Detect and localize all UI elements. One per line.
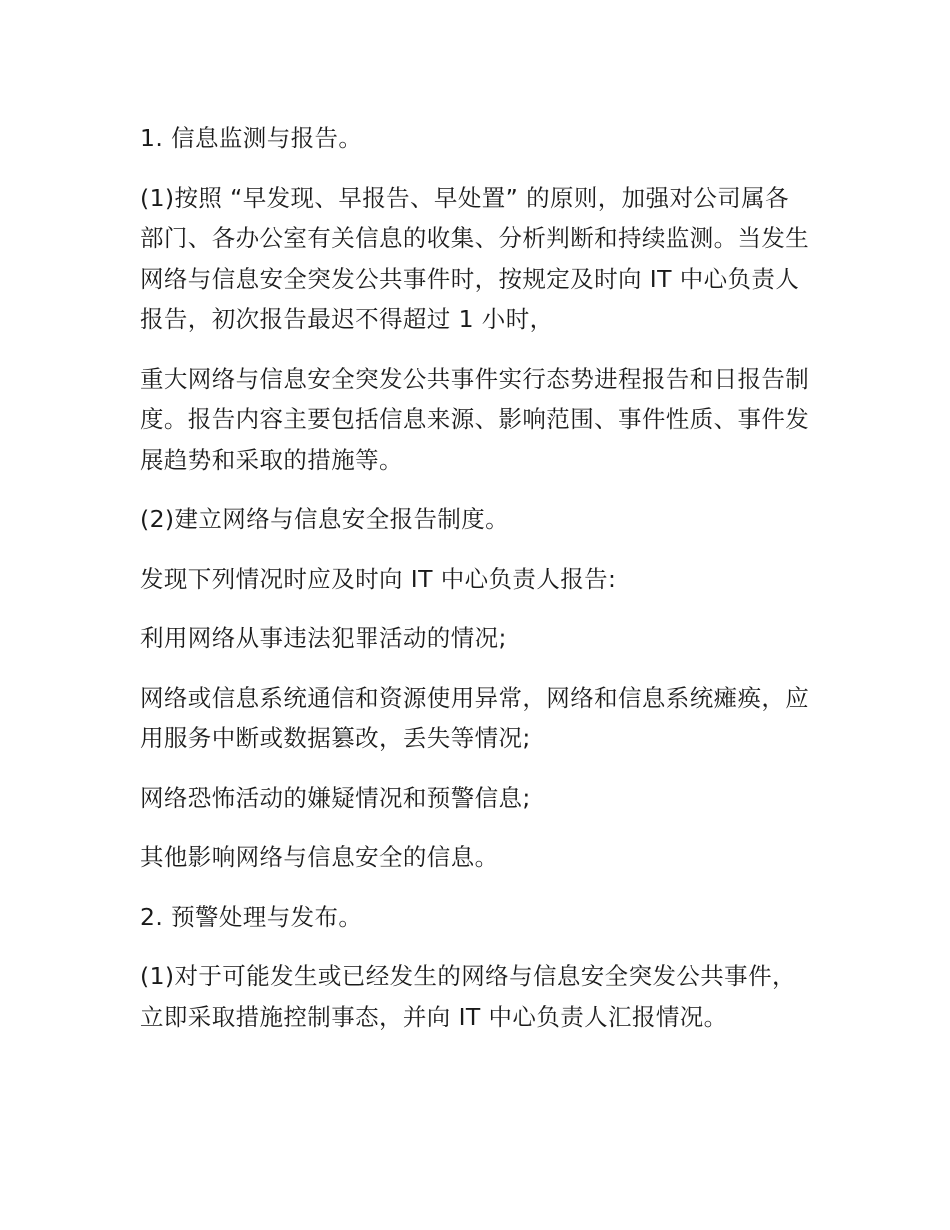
heading-warning-release: 2. 预警处理与发布。 [140,902,363,931]
paragraph-major-event-reporting: 重大网络与信息安全突发公共事件实行态势进程报告和日报告制度。报告内容主要包括信息来源、影响范围、事件性质、事件发展趋势和采取的措施等。 [140,364,810,474]
list-item-illegal-activity: 利用网络从事违法犯罪活动的情况; [140,624,507,652]
list-item-terror-warning: 网络恐怖活动的嫌疑情况和预警信息; [140,783,531,812]
document-body [140,118,810,1056]
paragraph-early-principle: (1)按照 “早发现、早报告、早处置” 的原则，加强对公司属各部门、各办公室有关信息的收集、分析判断和持续监测。当发生网络与信息安全突发公共事件时，按规定及时向 IT 中心负责人报告，初次报告最迟不得超过 1 小时， [140,183,810,333]
heading-monitoring-report: 1. 信息监测与报告。 [140,124,363,152]
paragraph-control-measures: (1)对于可能发生或已经发生的网络与信息安全突发公共事件，立即采取措施控制事态，并向 IT 中心负责人汇报情况。 [140,962,796,1031]
paragraph-report-conditions: 发现下列情况时应及时向 IT 中心负责人报告: [140,564,617,593]
list-item-system-anomaly: 网络或信息系统通信和资源使用异常，网络和信息系统瘫痪，应用服务中断或数据篡改，丢失等情况; [140,683,810,752]
paragraph-report-system: (2)建立网络与信息安全报告制度。 [140,505,510,533]
list-item-other-info: 其他影响网络与信息安全的信息。 [140,843,499,871]
